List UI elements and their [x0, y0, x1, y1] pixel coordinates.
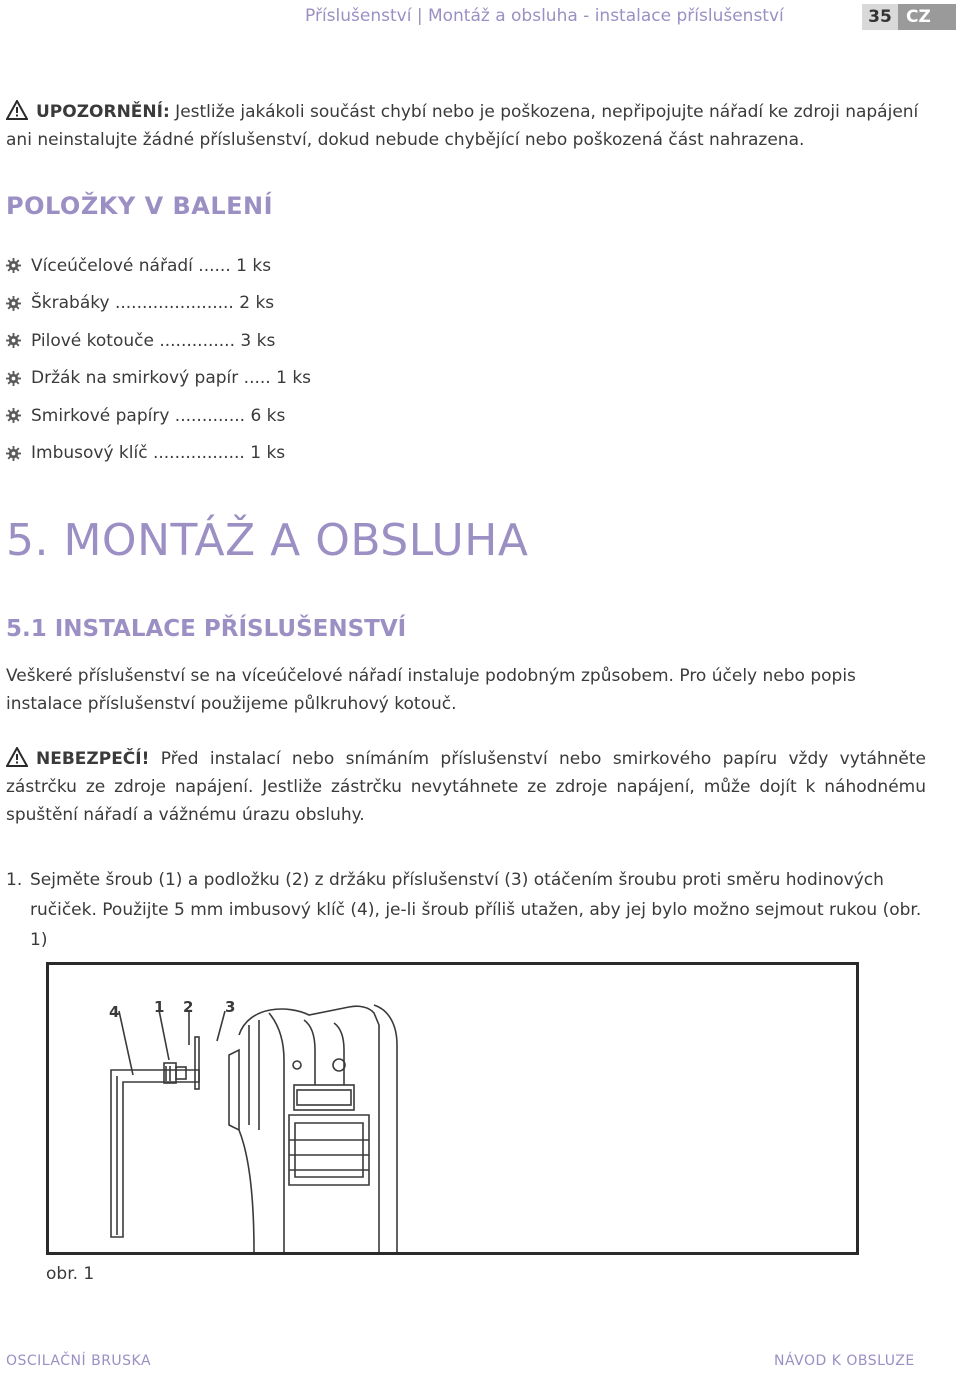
gear-bullet-icon [6, 296, 21, 311]
gear-bullet-icon [6, 446, 21, 461]
danger-paragraph [6, 745, 926, 829]
list-item [6, 435, 311, 473]
list-item-text: Držák na smirkový papír ..... 1 ks [31, 368, 312, 389]
package-list [6, 247, 311, 472]
callout-4: 4 [109, 1003, 120, 1021]
list-item [6, 285, 311, 323]
danger-label: NEBEZPEČÍ! [36, 749, 150, 769]
washer-drawing [195, 1037, 199, 1089]
screw-drawing [164, 1063, 186, 1083]
language-badge: CZ [898, 4, 956, 30]
hex-key-drawing [111, 1070, 199, 1237]
list-item [6, 322, 311, 360]
warning-icon [6, 747, 28, 767]
warning-icon [6, 100, 28, 120]
intro-paragraph: Veškeré příslušenství se na víceúčelové nářadí instaluje podobným způsobem. Pro účely nebo popis instalace příslušenství použijeme půlkruhový kotouč. [6, 666, 856, 714]
tool-illustration [49, 965, 856, 1252]
package-heading: POLOŽKY V BALENÍ [6, 192, 274, 220]
gear-bullet-icon [6, 333, 21, 348]
tool-body-drawing [229, 1005, 397, 1252]
page-number: 35 [862, 4, 898, 30]
subsection-heading: 5.1 INSTALACE PŘÍSLUŠENSTVÍ [6, 616, 407, 642]
list-item-text: Imbusový klíč ................. 1 ks [31, 443, 286, 464]
list-item-text: Škrabáky ...................... 2 ks [31, 293, 275, 314]
step-item [6, 865, 926, 955]
footer-manual-title: NÁVOD K OBSLUZE [774, 1353, 915, 1369]
section-heading: 5. MONTÁŽ A OBSLUHA [6, 515, 529, 566]
warning-label: UPOZORNĚNÍ: [36, 102, 170, 122]
danger-text: Před instalací nebo snímáním příslušenství nebo smirkového papíru vždy vytáhněte zástrčku ze zdroje napájení. Jestliže zástrčku nevytáhnete ze zdroje napájení, může dojít k náhodnému spuštění nářadí a vážnému úrazu obsluhy. [6, 749, 926, 825]
list-item-text: Víceúčelové nářadí ...... 1 ks [31, 255, 272, 276]
callout-3: 3 [225, 998, 236, 1016]
warning-text: Jestliže jakákoli součást chybí nebo je poškozena, nepřipojujte nářadí ke zdroji napájení ani neinstalujte žádné příslušenství, dokud nebude chybějící nebo poškozená část nahrazena. [6, 102, 919, 150]
list-item [6, 360, 311, 398]
step-text: Sejměte šroub (1) a podložku (2) z držáku příslušenství (3) otáčením šroubu proti směru hodinových ručiček. Použijte 5 mm imbusový klíč (4), je-li šroub příliš utažen, aby jej bylo možno sejmout rukou (obr. 1) [30, 870, 922, 950]
callout-2: 2 [183, 998, 194, 1016]
list-item-text: Pilové kotouče .............. 3 ks [31, 330, 276, 351]
figure-frame [46, 962, 859, 1255]
gear-bullet-icon [6, 408, 21, 423]
gear-bullet-icon [6, 258, 21, 273]
figure-caption: obr. 1 [46, 1264, 95, 1284]
list-item-text: Smirkové papíry ............. 6 ks [31, 405, 286, 426]
list-item [6, 397, 311, 435]
step-number: 1. [6, 870, 23, 890]
warning-paragraph [6, 98, 926, 154]
list-item [6, 247, 311, 285]
header-title: Příslušenství | Montáž a obsluha - instalace příslušenství [305, 6, 784, 26]
callout-1: 1 [154, 998, 165, 1016]
gear-bullet-icon [6, 371, 21, 386]
footer-product-name: OSCILAČNÍ BRUSKA [6, 1353, 152, 1369]
